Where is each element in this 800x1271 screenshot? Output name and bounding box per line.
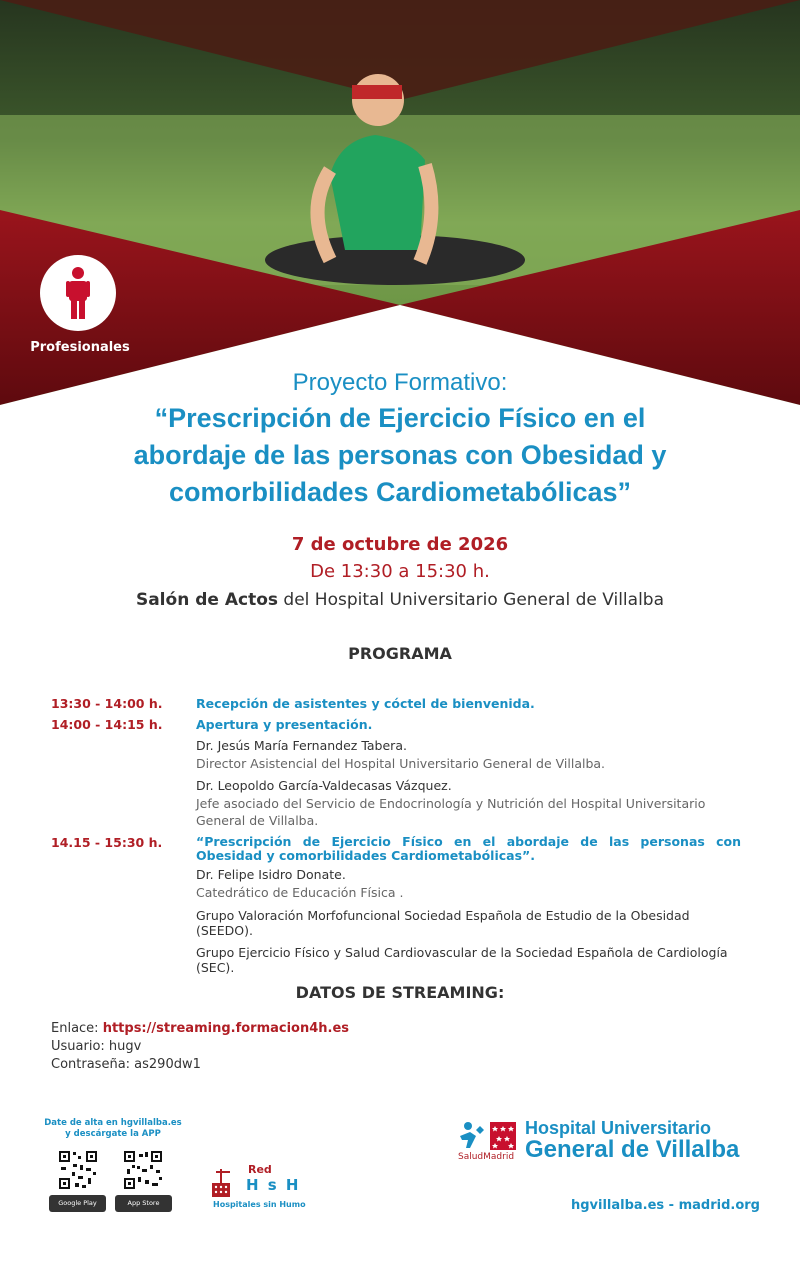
speaker-name: Dr. Jesús María Fernandez Tabera. — [196, 738, 407, 753]
hospital-logo — [458, 1118, 768, 1168]
salud-madrid-emblem-icon — [458, 1120, 518, 1152]
hero-banner — [0, 0, 800, 405]
program-heading: PROGRAMA — [348, 644, 452, 663]
link-label: Enlace: — [51, 1021, 103, 1036]
program-list — [51, 696, 741, 981]
streaming-heading: DATOS DE STREAMING: — [295, 983, 505, 1002]
hsh-subtitle: Hospitales sin Humo — [213, 1200, 306, 1209]
speaker-role: Catedrático de Educación Física . — [196, 885, 404, 900]
event-venue — [0, 590, 800, 610]
app-store-badge[interactable]: App Store — [115, 1195, 172, 1212]
program-activity: Apertura y presentación. — [196, 717, 373, 732]
streaming-link[interactable]: https://streaming.formacion4h.es — [102, 1021, 350, 1036]
title-line: “Prescripción de Ejercicio Físico en el — [154, 403, 646, 433]
streaming-details — [51, 1020, 349, 1074]
badge-label: Profesionales — [30, 340, 130, 355]
hsh-emblem-icon — [212, 1165, 246, 1199]
websites-link[interactable]: hgvillalba.es - madrid.org — [570, 1198, 760, 1213]
title-main — [0, 400, 800, 511]
qr-code-icon — [58, 1150, 98, 1190]
program-item — [51, 717, 741, 829]
speaker-group: Grupo Ejercicio Físico y Salud Cardiovascular de la Sociedad Española de Cardiología (SEC). — [196, 945, 728, 975]
google-play-badge[interactable]: Google Play — [49, 1195, 106, 1212]
title-line: abordaje de las personas con Obesidad y — [133, 440, 667, 470]
hospital-name-line2: General de Villalba — [525, 1136, 740, 1163]
app-note-line: Date de alta en hgvillalba.es — [44, 1118, 182, 1128]
speaker-role: Jefe asociado del Servicio de Endocrinología y Nutrición del Hospital Universitario General de Villalba. — [196, 796, 706, 828]
hospital-name-line1: Hospital Universitario — [525, 1118, 712, 1138]
program-time: 14:00 - 14:15 h. — [51, 717, 163, 732]
hsh-red-label: Red — [248, 1163, 272, 1176]
speaker-role: Director Asistencial del Hospital Universitario General de Villalba. — [196, 756, 606, 771]
program-activity: “Prescripción de Ejercicio Físico en el abordaje de las personas con Obesidad y comorbilidades Cardiometabólicas”. — [196, 834, 741, 863]
venue-detail: del Hospital Universitario General de Villalba — [278, 590, 665, 610]
speaker-name: Dr. Felipe Isidro Donate. — [196, 867, 346, 882]
app-note-line: y descárgate la APP — [65, 1129, 161, 1139]
event-hours: De 13:30 a 15:30 h. — [310, 561, 490, 582]
program-item — [51, 835, 741, 975]
speaker-name: Dr. Leopoldo García-Valdecasas Vázquez. — [196, 778, 452, 793]
qr-code-google[interactable] — [58, 1150, 98, 1190]
streaming-password: Contraseña: as290dw1 — [51, 1057, 201, 1072]
qr-code-apple[interactable] — [123, 1150, 163, 1190]
streaming-user: Usuario: hugv — [51, 1039, 142, 1054]
person-icon — [66, 267, 90, 319]
program-activity: Recepción de asistentes y cóctel de bienvenida. — [196, 696, 535, 711]
program-item — [51, 696, 741, 711]
hsh-letters: H s H — [246, 1176, 301, 1194]
title-line: comorbilidades Cardiometabólicas” — [168, 477, 632, 507]
program-time: 14.15 - 15:30 h. — [51, 835, 163, 850]
app-note — [40, 1118, 186, 1140]
qr-code-icon — [123, 1150, 163, 1190]
venue-name: Salón de Actos — [135, 590, 278, 610]
red-hsh-logo — [210, 1163, 310, 1215]
program-time: 13:30 - 14:00 h. — [51, 696, 163, 711]
salud-madrid-label: SaludMadrid — [458, 1152, 515, 1162]
profesionales-badge — [40, 255, 116, 331]
event-date: 7 de octubre de 2026 — [291, 534, 509, 555]
title-kicker: Proyecto Formativo: — [292, 369, 508, 396]
event-title — [0, 368, 800, 511]
speaker-group: Grupo Valoración Morfofuncional Sociedad Española de Estudio de la Obesidad (SEEDO). — [196, 908, 690, 938]
